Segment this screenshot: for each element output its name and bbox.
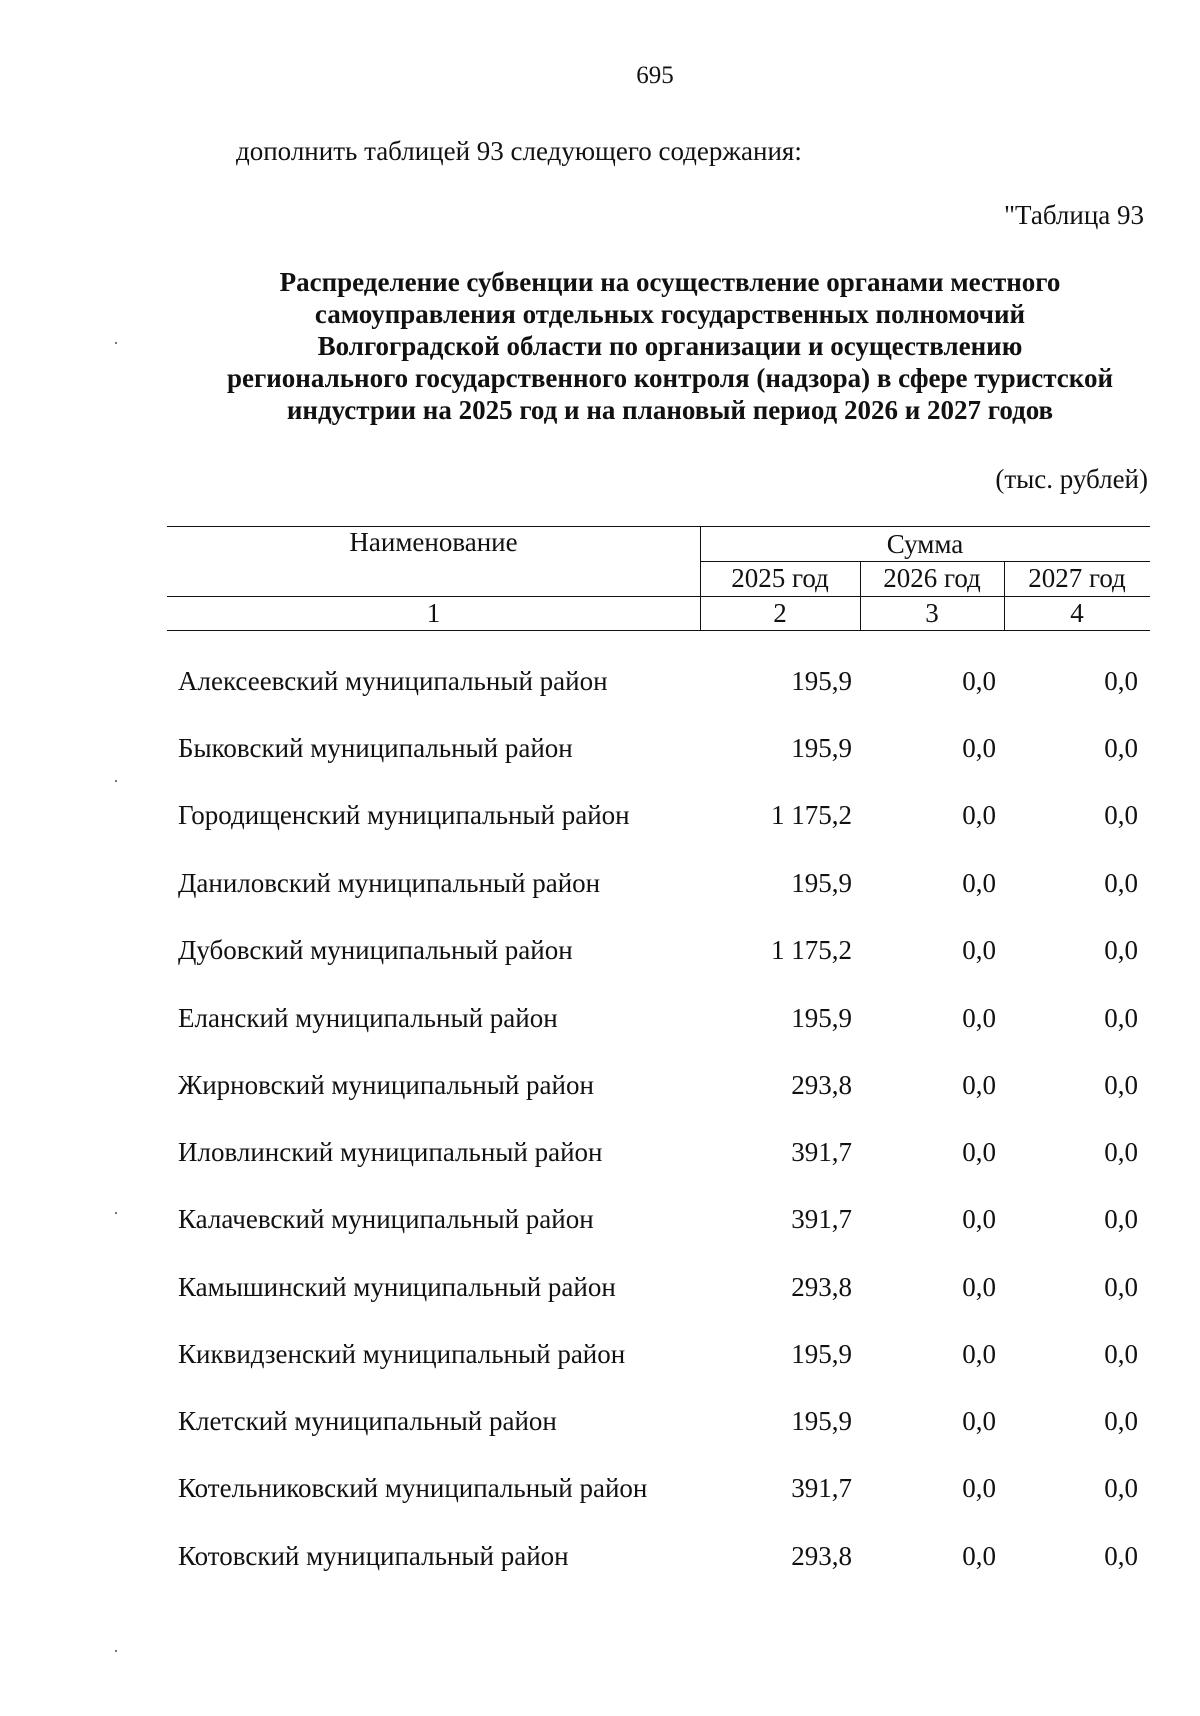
table-row — [0, 868, 1200, 908]
value-2027: 0,0 — [1104, 1272, 1138, 1302]
value-2025: 1 175,2 — [771, 800, 852, 830]
header-years-rule — [167, 596, 1150, 597]
value-2027: 0,0 — [1104, 1473, 1138, 1503]
scan-speck — [115, 1650, 117, 1652]
column-number: 3 — [925, 598, 939, 628]
scan-speck — [115, 780, 117, 782]
title-line: самоуправления отдельных государственных полномочий — [314, 299, 1026, 329]
row-name: Городищенский муниципальный район — [178, 800, 630, 830]
row-name: Алексеевский муниципальный район — [178, 666, 608, 696]
value-2027: 0,0 — [1104, 1541, 1138, 1571]
header-sum-rule — [700, 561, 1150, 562]
row-name: Камышинский муниципальный район — [178, 1272, 616, 1302]
row-name: Дубовский муниципальный район — [178, 935, 573, 965]
table-row — [0, 666, 1200, 706]
value-2026: 0,0 — [962, 666, 996, 696]
value-2026: 0,0 — [962, 1406, 996, 1436]
value-2025: 391,7 — [791, 1204, 852, 1234]
table-row — [0, 1406, 1200, 1446]
value-2025: 391,7 — [791, 1473, 852, 1503]
header-year-2026: 2026 год — [883, 563, 981, 593]
value-2027: 0,0 — [1104, 1003, 1138, 1033]
value-2026: 0,0 — [962, 1473, 996, 1503]
header-year-2025: 2025 год — [731, 563, 829, 593]
column-number: 2 — [773, 598, 787, 628]
title-line: индустрии на 2025 год и на плановый период 2026 и 2027 годов — [286, 395, 1054, 425]
value-2026: 0,0 — [962, 1137, 996, 1167]
column-number: 1 — [426, 598, 441, 628]
value-2025: 195,9 — [791, 1003, 852, 1033]
row-name: Калачевский муниципальный район — [178, 1204, 594, 1234]
value-2026: 0,0 — [962, 1339, 996, 1369]
intro-text: дополнить таблицей 93 следующего содержания: — [236, 136, 802, 166]
header-sum: Сумма — [886, 529, 964, 559]
table-row — [0, 1541, 1200, 1581]
row-name: Котовский муниципальный район — [178, 1541, 569, 1571]
table-row — [0, 1003, 1200, 1043]
table-row — [0, 935, 1200, 975]
row-name: Еланский муниципальный район — [178, 1003, 558, 1033]
header-bottom-rule — [167, 630, 1150, 631]
value-2026: 0,0 — [962, 733, 996, 763]
value-2026: 0,0 — [962, 1541, 996, 1571]
header-year-2027: 2027 год — [1028, 563, 1126, 593]
scan-speck — [115, 342, 117, 344]
value-2027: 0,0 — [1104, 1137, 1138, 1167]
column-number: 4 — [1070, 598, 1084, 628]
row-name: Киквидзенский муниципальный район — [178, 1339, 626, 1369]
scan-speck — [115, 1212, 117, 1214]
title-line: Волгоградской области по организации и осуществлению — [317, 331, 1023, 361]
value-2026: 0,0 — [962, 800, 996, 830]
table-title — [120, 266, 1200, 426]
table-row — [0, 800, 1200, 840]
table-label: "Таблица 93 — [1004, 200, 1144, 230]
value-2027: 0,0 — [1104, 868, 1138, 898]
row-name: Жирновский муниципальный район — [178, 1070, 594, 1100]
value-2027: 0,0 — [1104, 1339, 1138, 1369]
table-row — [0, 733, 1200, 773]
value-2025: 195,9 — [791, 868, 852, 898]
table-row — [0, 1070, 1200, 1110]
value-2025: 195,9 — [791, 666, 852, 696]
row-name: Котельниковский муниципальный район — [178, 1473, 648, 1503]
value-2026: 0,0 — [962, 1003, 996, 1033]
value-2027: 0,0 — [1104, 1204, 1138, 1234]
row-name: Клетский муниципальный район — [178, 1406, 557, 1436]
table-row — [0, 1473, 1200, 1513]
value-2025: 293,8 — [791, 1272, 852, 1302]
value-2025: 195,9 — [791, 733, 852, 763]
value-2025: 1 175,2 — [771, 935, 852, 965]
value-2027: 0,0 — [1104, 935, 1138, 965]
table-row — [0, 1272, 1200, 1312]
value-2026: 0,0 — [962, 1272, 996, 1302]
title-line: регионального государственного контроля (надзора) в сфере туристской — [226, 363, 1114, 393]
title-line: Распределение субвенции на осуществление органами местного — [279, 267, 1061, 297]
value-2026: 0,0 — [962, 935, 996, 965]
value-2027: 0,0 — [1104, 1406, 1138, 1436]
row-name: Быковский муниципальный район — [178, 733, 573, 763]
value-2025: 391,7 — [791, 1137, 852, 1167]
row-name: Даниловский муниципальный район — [178, 868, 601, 898]
value-2027: 0,0 — [1104, 733, 1138, 763]
value-2027: 0,0 — [1104, 1070, 1138, 1100]
table-row — [0, 1204, 1200, 1244]
value-2027: 0,0 — [1104, 666, 1138, 696]
value-2026: 0,0 — [962, 868, 996, 898]
page-number: 695 — [636, 62, 674, 89]
value-2025: 293,8 — [791, 1070, 852, 1100]
value-2026: 0,0 — [962, 1070, 996, 1100]
value-2026: 0,0 — [962, 1204, 996, 1234]
value-2025: 293,8 — [791, 1541, 852, 1571]
value-2025: 195,9 — [791, 1406, 852, 1436]
row-name: Иловлинский муниципальный район — [178, 1137, 603, 1167]
table-row — [0, 1339, 1200, 1379]
value-2025: 195,9 — [791, 1339, 852, 1369]
value-2027: 0,0 — [1104, 800, 1138, 830]
table-row — [0, 1137, 1200, 1177]
header-name: Наименование — [349, 527, 518, 557]
units-label: (тыс. рублей) — [995, 464, 1148, 494]
